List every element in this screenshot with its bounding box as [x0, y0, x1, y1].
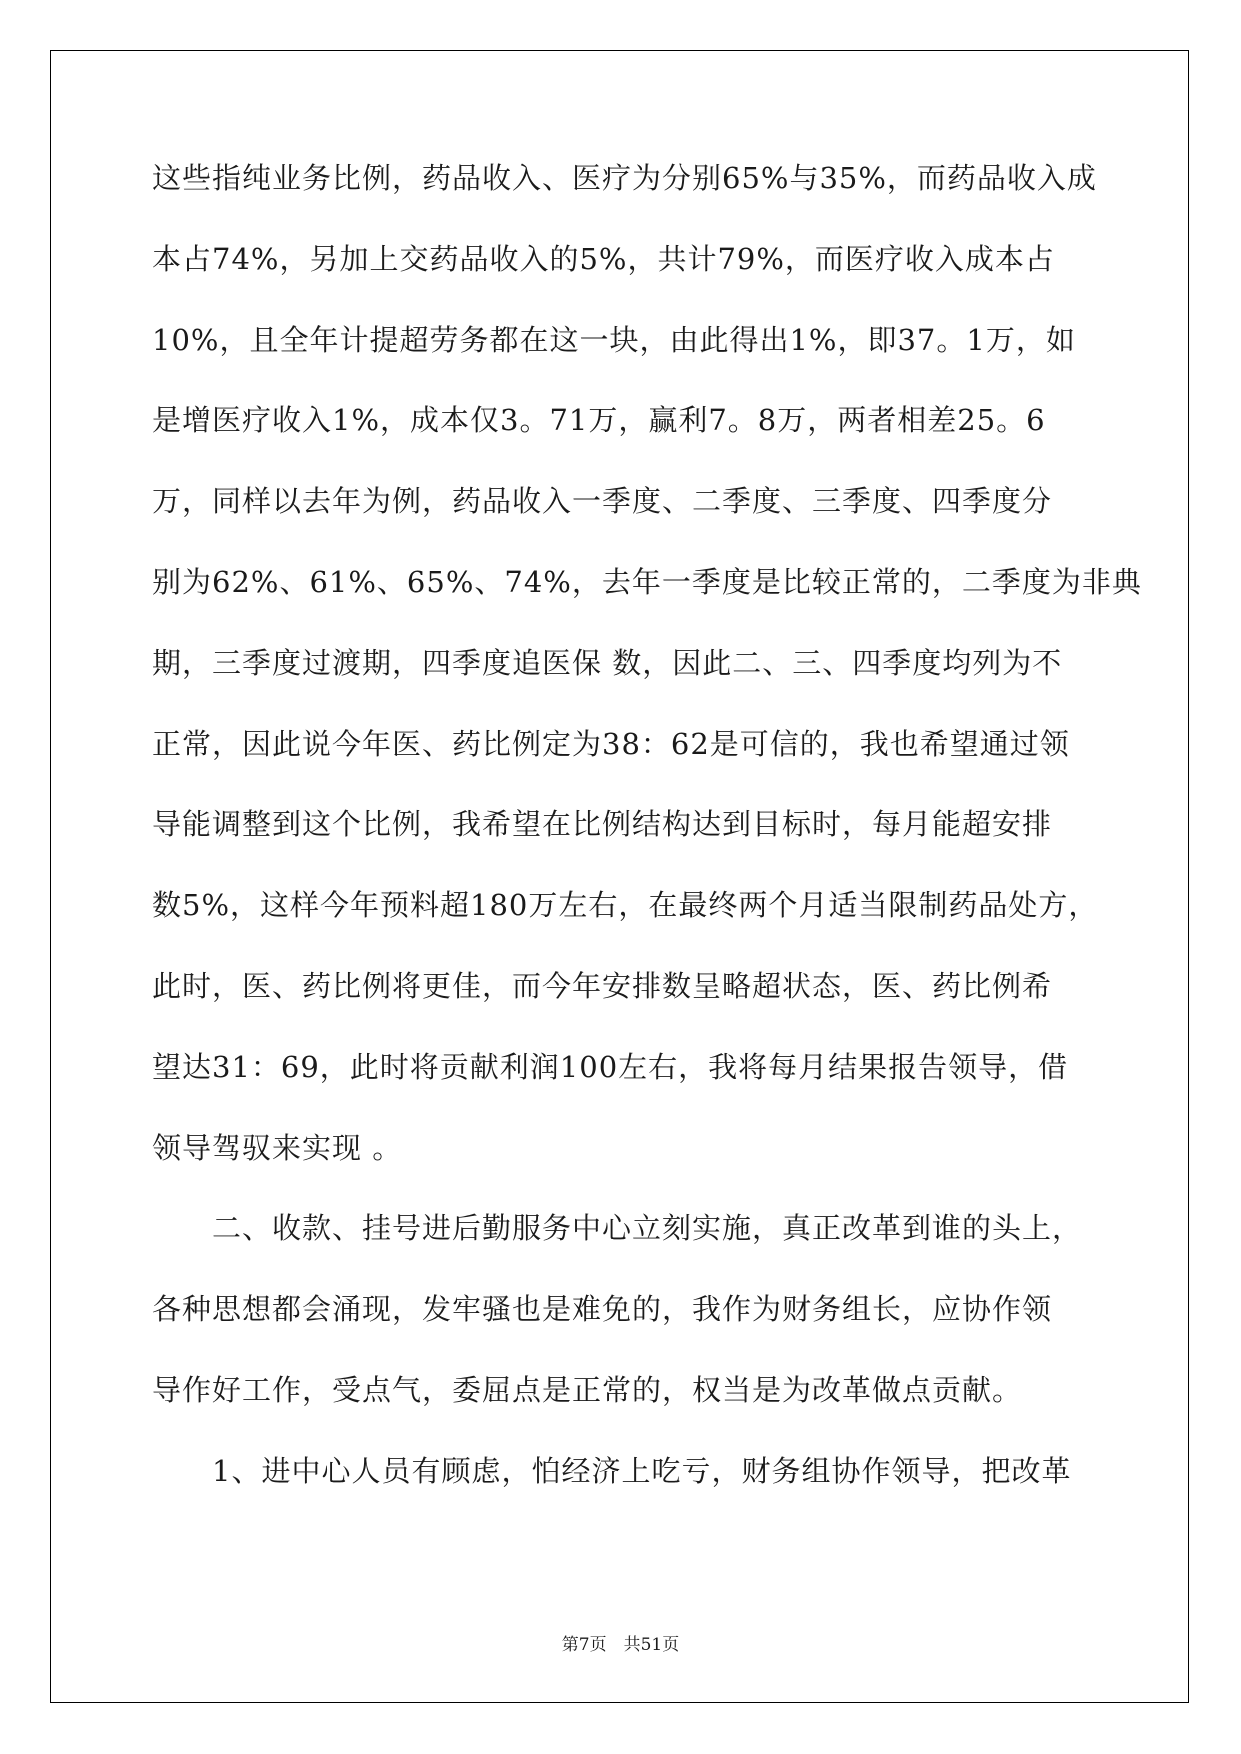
paragraph-line: 正常，因此说今年医、药比例定为38：62是可信的，我也希望通过领 — [152, 726, 1070, 761]
paragraph-line: 10%，且全年计提超劳务都在这一块，由此得出1%，即37。1万，如 — [152, 322, 1076, 357]
paragraph-line: 这些指纯业务比例，药品收入、医疗为分别65%与35%，而药品收入成 — [152, 161, 1097, 195]
paragraph-line: 万，同样以去年为例，药品收入一季度、二季度、三季度、四季度分 — [152, 484, 1053, 519]
paragraph-line: 期，三季度过渡期，四季度追医保 数，因此二、三、四季度均列为不 — [152, 645, 1063, 680]
paragraph-line: 1、进中心人员有顾虑，怕经济上吃亏，财务组协作领导，把改革 — [212, 1453, 1072, 1488]
paragraph-line: 二、收款、挂号进后勤服务中心立刻实施，真正改革到谁的头上， — [212, 1211, 1083, 1246]
paragraph-line: 望达31：69，此时将贡献利润100左右，我将每月结果报告领导，借 — [152, 1049, 1069, 1084]
page-number-footer: 第7页 共51页 — [561, 1635, 680, 1655]
paragraph-line: 数5%，这样今年预料超180万左右，在最终两个月适当限制药品处方， — [152, 888, 1099, 923]
document-body — [152, 158, 1142, 1532]
paragraph-line: 各种思想都会涌现，发牢骚也是难免的，我作为财务组长，应协作领 — [152, 1292, 1053, 1327]
paragraph-line: 导作好工作，受点气，委屈点是正常的，权当是为改革做点贡献。 — [152, 1372, 1023, 1407]
paragraph-line: 领导驾驭来实现 。 — [152, 1130, 403, 1165]
paragraph-line: 本占74%，另加上交药品收入的5%，共计79%，而医疗收入成本占 — [152, 241, 1055, 276]
paragraph-line: 导能调整到这个比例，我希望在比例结构达到目标时，每月能超安排 — [152, 807, 1053, 842]
paragraph-line: 别为62%、61%、65%、74%，去年一季度是比较正常的，二季度为非典 — [152, 564, 1142, 599]
paragraph-line: 此时，医、药比例将更佳，而今年安排数呈略超状态，医、药比例希 — [152, 968, 1053, 1003]
paragraph-line: 是增医疗收入1%，成本仅3。71万，赢利7。8万，两者相差25。6 — [152, 403, 1046, 438]
